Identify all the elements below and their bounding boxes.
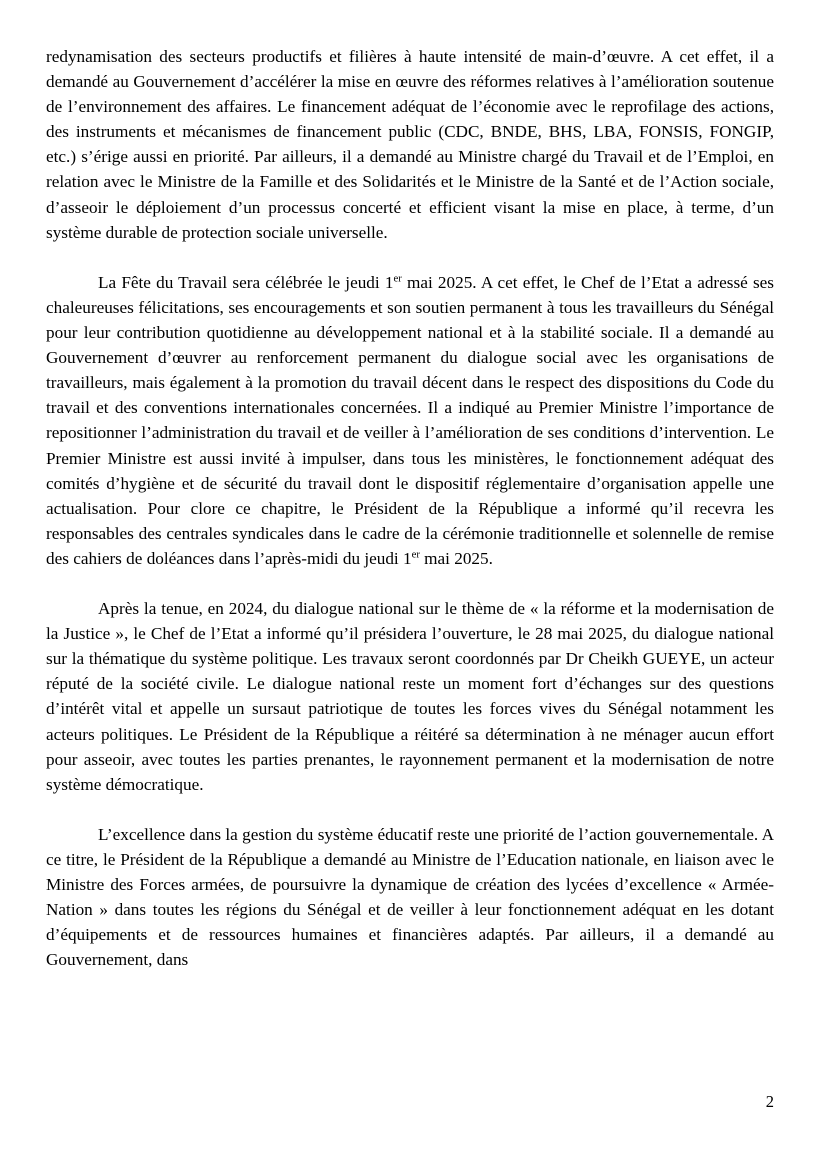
paragraph-3: Après la tenue, en 2024, du dialogue national sur le thème de « la réforme et la modernisation de la Justice », le Chef de l’Etat a informé qu’il présidera l’ouverture, le 28 mai 2025, du dialogue national sur la thématique du système politique. Les travaux seront coordonnés par Dr Cheikh GUEYE, un acteur réputé de la société civile. Le dialogue national reste un moment fort d’échanges sur des questions d’intérêt vital et appelle un sursaut patriotique de toutes les forces vives du Sénégal notamment les acteurs politiques. Le Président de la République a réitéré sa détermination à ne ménager aucun effort pour asseoir, avec toutes les parties prenantes, le rayonnement permanent et la modernisation de notre système démocratique. <box>46 599 774 794</box>
paragraph-2-segment-text-3: mai 2025. <box>419 548 493 568</box>
paragraph-1: redynamisation des secteurs productifs et filières à haute intensité de main-d’œuvre. A cet effet, il a demandé au Gouvernement d’accélérer la mise en œuvre des réformes relatives à l’amélioration soutenue de l’environnement des affaires. Le financement adéquat de l’économie avec le reprofilage des actions, des instruments et mécanismes de financement public (CDC, BNDE, BHS, LBA, FONSIS, FONGIP, etc.) s’érige aussi en priorité. Par ailleurs, il a demandé au Ministre chargé du Travail et de l’Emploi, en relation avec le Ministre de la Famille et des Solidarités et le Ministre de la Santé et de l’Action sociale, d’asseoir le déploiement d’un processus concerté et efficient visant la mise en place, à terme, d’un système durable de protection sociale universelle. <box>46 47 774 242</box>
ordinal-suffix-superscript-1: er <box>393 273 402 285</box>
page-number: 2 <box>765 1092 774 1111</box>
paragraph-2-segment-text-1: La Fête du Travail sera célébrée le jeudi 1 <box>98 272 394 292</box>
ordinal-suffix-superscript-2: er <box>411 549 420 561</box>
paragraph-2 <box>46 270 774 571</box>
document-text-body <box>46 44 774 972</box>
paragraph-4: L’excellence dans la gestion du système éducatif reste une priorité de l’action gouvernementale. A ce titre, le Président de la République a demandé au Ministre de l’Education nationale, en liaison avec le Ministre des Forces armées, de poursuivre la dynamique de création des lycées d’excellence « Armée- Nation » dans toutes les régions du Sénégal et de veiller à leur fonctionnement adéquat en les dotant d’équipements et de ressources humaines et financières adaptés. Par ailleurs, il a demandé au Gouvernement, dans <box>46 824 774 970</box>
paragraph-2-segment-text-2: mai 2025. A cet effet, le Chef de l’Etat a adressé ses chaleureuses félicitations, ses encouragements et son soutien permanent à tous les travailleurs du Sénégal pour leur contribution quotidienne au développement national et à la stabilité sociale. Il a demandé au Gouvernement d’œuvrer au renforcement permanent du dialogue social avec les organisations de travailleurs, mais également à la promotion du travail décent dans le respect des dispositions du Code du travail et des conventions internationales concernées. Il a indiqué au Premier Ministre l’importance de repositionner l’administration du travail et de veiller à l’amélioration de ses conditions d’intervention. Le Premier Ministre est aussi invité à impulser, dans tous les ministères, le fonctionnement adéquat des comités d’hygiène et de sécurité du travail dont le dispositif réglementaire d’organisation appelle une actualisation. Pour clore ce chapitre, le Président de la République a informé qu’il recevra les responsables des centrales syndicales dans le cadre de la cérémonie traditionnelle et solennelle de remise des cahiers de doléances dans l’après-midi du jeudi 1 <box>46 272 774 568</box>
